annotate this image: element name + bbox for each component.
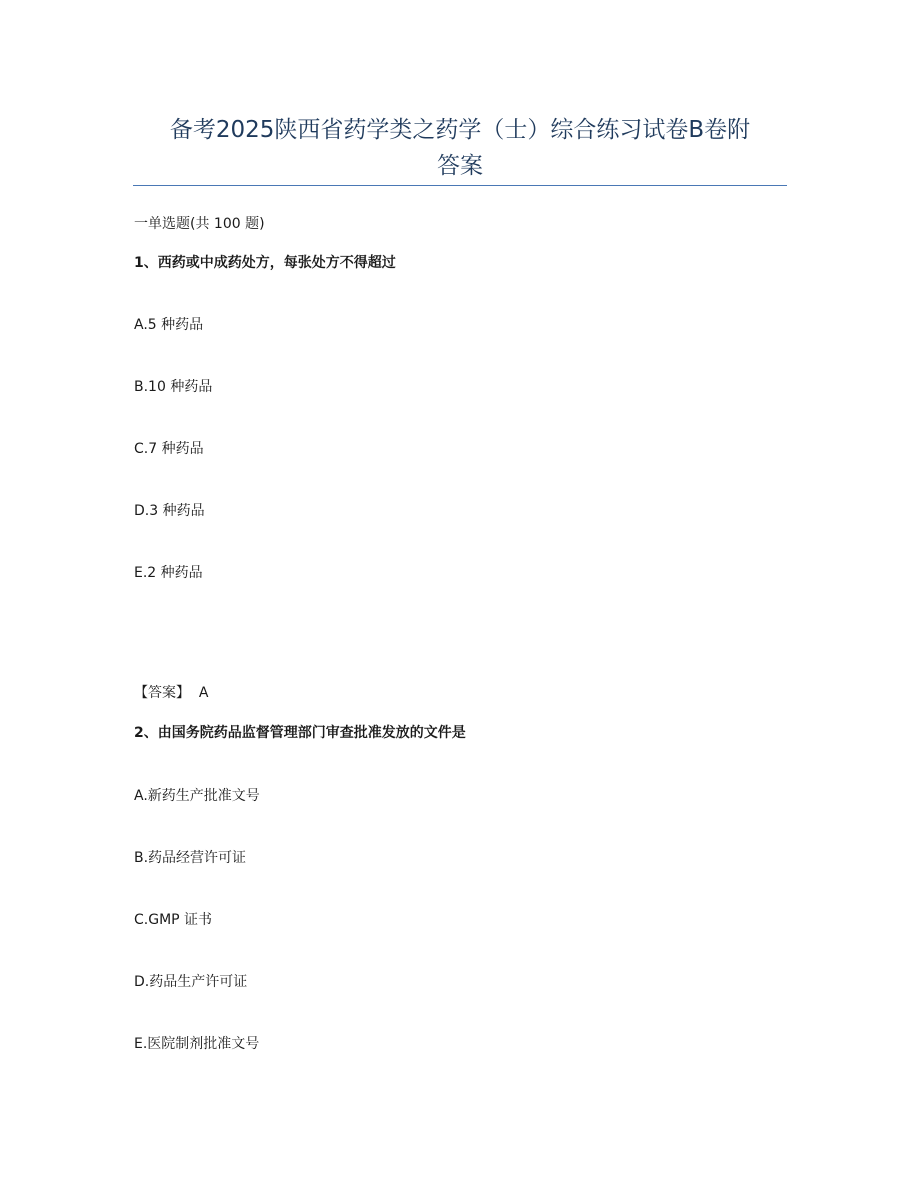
q1-option-d: D.3 种药品 <box>134 503 205 519</box>
q1-option-c: C.7 种药品 <box>134 441 204 457</box>
q1-option-a: A.5 种药品 <box>134 317 204 333</box>
title-divider <box>133 185 787 186</box>
title-line-1: 备考2025陕西省药学类之药学（士）综合练习试卷B卷附 <box>169 117 751 143</box>
q1-answer: 【答案】 A <box>134 685 209 701</box>
q2-option-e: E.医院制剂批准文号 <box>134 1036 260 1052</box>
q1-option-b: B.10 种药品 <box>134 379 213 395</box>
section-heading: 一单选题(共 100 题) <box>134 216 265 232</box>
q2-option-d: D.药品生产许可证 <box>134 974 248 990</box>
q2-option-a: A.新药生产批准文号 <box>134 788 260 804</box>
q2-option-c: C.GMP 证书 <box>134 912 213 928</box>
question-1: 1、西药或中成药处方，每张处方不得超过 <box>134 255 396 271</box>
q2-option-b: B.药品经营许可证 <box>134 850 247 866</box>
q1-option-e: E.2 种药品 <box>134 565 203 581</box>
document-title <box>120 112 800 184</box>
question-2: 2、由国务院药品监督管理部门审查批准发放的文件是 <box>134 725 466 741</box>
title-line-2: 答案 <box>437 153 483 179</box>
